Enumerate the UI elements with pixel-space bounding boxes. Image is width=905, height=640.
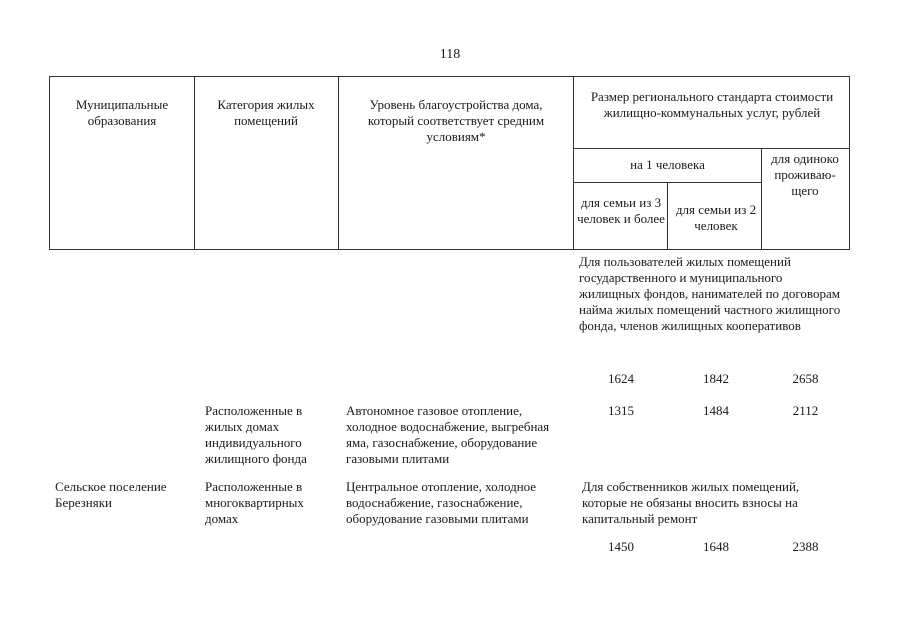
section2-single: 2388: [792, 539, 819, 554]
section2-category: Расположенные в многоквартирных домах: [205, 479, 304, 526]
header-municipalities: Муниципальные образования: [75, 97, 169, 128]
section1-row2-level: Автономное газовое отопление, холодное водоснабжение, выгребная яма, газоснабжение, оборудование газовыми плитами: [346, 403, 550, 466]
header-family3: для семьи из 3 человек и более: [577, 195, 665, 226]
col-divider-2: [338, 76, 339, 250]
table-top-border: [49, 76, 850, 77]
table-bottom-border: [49, 249, 850, 250]
table-right-border: [849, 76, 850, 250]
header-level: Уровень благоустройства дома, который соответствует средним условиям*: [367, 97, 545, 144]
col-divider-1: [194, 76, 195, 250]
section1-row1-family3: 1624: [608, 371, 634, 386]
section1-row1-family2: 1842: [703, 371, 729, 386]
section2-family3: 1450: [608, 539, 634, 554]
header-family2: для семьи из 2 человек: [675, 202, 757, 233]
section2-municipality: Сельское поселение Березняки: [55, 479, 167, 510]
section1-row2-category: Расположенные в жилых домах индивидуального жилищного фонда: [205, 403, 307, 466]
header-category: Категория жилых помещений: [217, 97, 315, 128]
section2-note: Для собственников жилых помещений, которые не обязаны вносить взносы на капитальный ремонт: [582, 479, 800, 526]
section1-note: Для пользователей жилых помещений государственного и муниципального жилищных фондов, нанимателей по договорам найма жилых помещений частного жилищного фонда, членов жилищных кооперативов: [579, 254, 841, 333]
col-divider-family: [667, 182, 668, 250]
table-left-border: [49, 76, 50, 250]
header-single: для одиноко проживаю-щего: [771, 151, 839, 198]
header-standard: Размер регионального стандарта стоимости жилищно-коммунальных услуг, рублей: [590, 89, 834, 120]
section1-row1-single: 2658: [792, 371, 819, 386]
section1-row2-single: 2112: [792, 403, 819, 418]
col-divider-single: [761, 148, 762, 250]
header-per-person: на 1 человека: [630, 157, 705, 172]
section1-row2-family2: 1484: [703, 403, 729, 418]
section2-family2: 1648: [703, 539, 729, 554]
header-divider-standard: [573, 148, 850, 149]
section1-row2-family3: 1315: [608, 403, 634, 418]
page-number: 118: [439, 47, 461, 62]
section2-level: Центральное отопление, холодное водоснабжение, газоснабжение, оборудование газовыми плитами: [346, 479, 537, 526]
